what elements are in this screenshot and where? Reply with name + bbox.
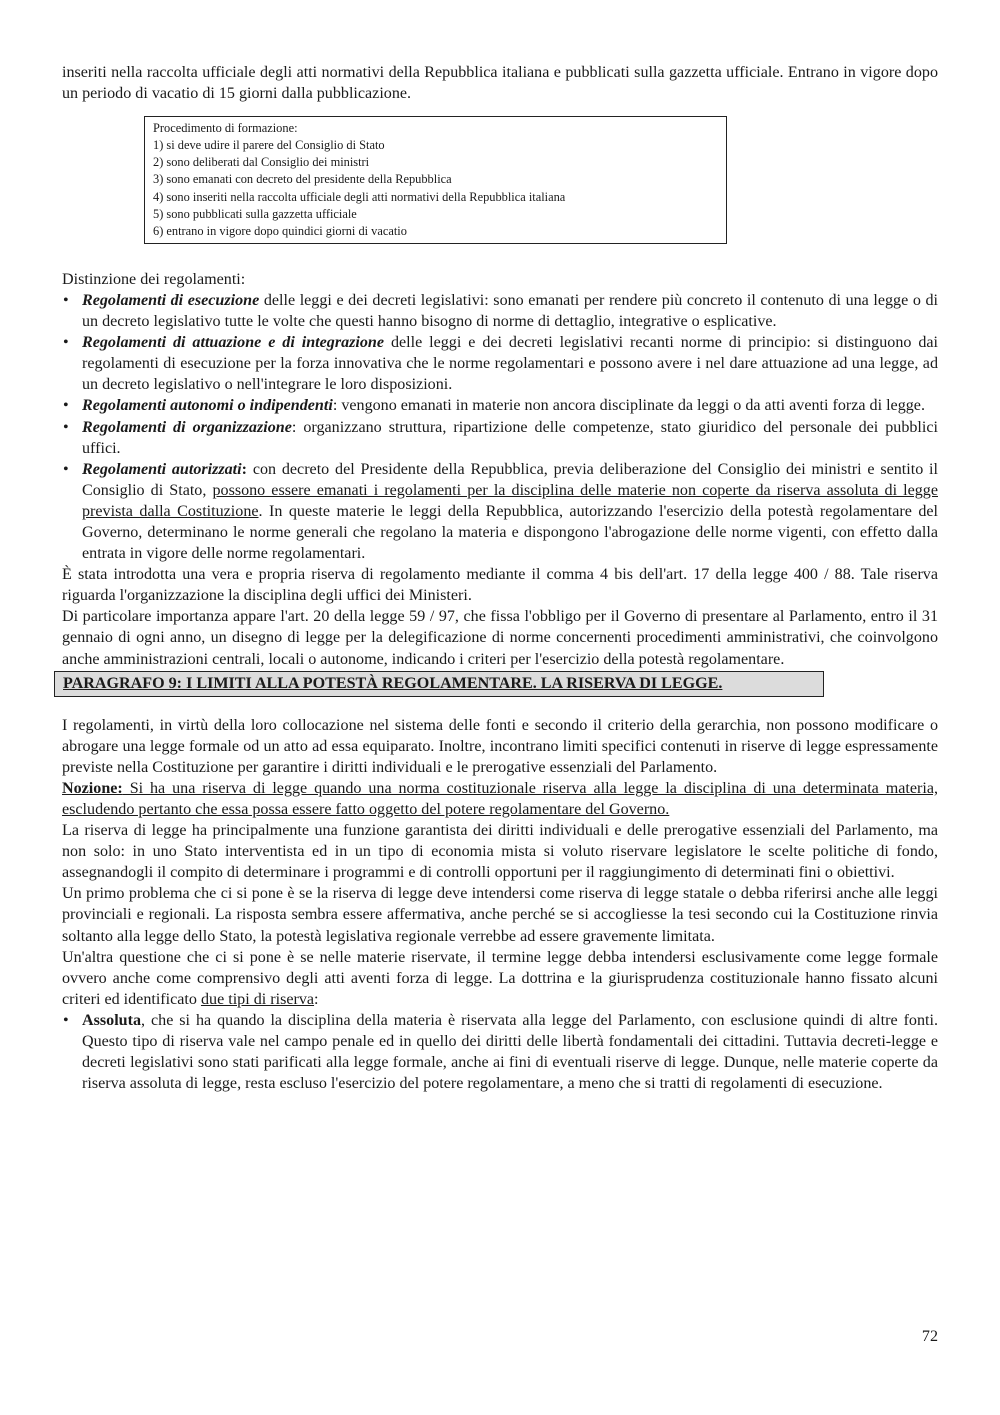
reserve-types-list: [62, 1010, 938, 1094]
question-text: Un'altra questione che ci si pone è se nelle materie riservate, il termine legge debba intendersi esclusivamente come legge formale ovvero anche come comprensivo degli atti aventi forza di legge. La dottrina e la giurisprudenza costituzionale hanno fissato alcuni criteri ed identificato: [62, 948, 938, 1008]
regulation-text: delle leggi e dei decreti legislativi: sono emanati per rendere più concreto il contenuto di una legge o di un decreto legislativo tutte le volte che questi hanno bisogno di norme di dettaglio, integrative o esplicative.: [82, 291, 938, 331]
procedure-step: 6) entrano in vigore dopo quindici giorni di vacatio: [153, 223, 407, 238]
regulation-term: Regolamenti di esecuzione: [82, 291, 260, 309]
regulation-text: : organizzano struttura, ripartizione delle competenze, stato giuridico del personale dei pubblici uffici.: [82, 418, 938, 457]
list-item: [62, 332, 938, 395]
distinction-title: Distinzione dei regolamenti:: [62, 270, 246, 288]
notion-paragraph: [62, 778, 938, 820]
regulation-term: Regolamenti di attuazione e di integrazione: [82, 334, 385, 352]
regulation-term: Regolamenti autorizzati: [82, 460, 242, 478]
procedure-step: 2) sono deliberati dal Consiglio dei ministri: [153, 155, 370, 170]
regulation-text: con decreto del Presidente della Repubblica, previa deliberazione del Consiglio dei ministri e sentito il Consiglio di Stato,: [82, 460, 938, 499]
list-item: [62, 395, 938, 416]
notion-label: Nozione:: [62, 779, 123, 797]
limits-paragraph: I regolamenti, in virtù della loro collocazione nel sistema delle fonti e secondo il criterio della gerarchia, non possono modificare o abrogare una legge formale od un atto ad essa equiparato. Inoltre, incontrano limiti specifici contenuti in riserve di legge espressamente previste nella Costituzione per garantire i diritti individuali e le prerogative essenziali del Parlamento.: [62, 716, 938, 776]
list-item: [62, 417, 938, 459]
regulation-colon: :: [241, 460, 247, 478]
section-heading-text: PARAGRAFO 9: I LIMITI ALLA POTESTÀ REGOLAMENTARE. LA RISERVA DI LEGGE.: [63, 674, 723, 692]
list-item: [62, 1010, 938, 1094]
problem-paragraph: Un primo problema che ci si pone è se la riserva di legge deve intendersi come riserva di legge statale o debba riferirsi anche alle leggi provinciali e regionali. La risposta sembra essere affermativa, anche perché se si accogliesse la tesi secondo cui la Costituzione rinvia soltanto alla legge dello Stato, la potestà legislativa regionale verrebbe ad essere gravemente limitata.: [62, 885, 938, 945]
art20-paragraph: Di particolare importanza appare l'art. 20 della legge 59 / 97, che fissa l'obbligo per il Governo di presentare al Parlamento, entro il 31 gennaio di ogni anno, un disegno di legge per la delegificazione di norme concernenti procedimenti amministrativi, che coinvolgono anche amministrazioni centrali, locali o autonome, indicando i criteri per l'esercizio della potestà regolamentare.: [62, 608, 938, 668]
question-colon: :: [314, 990, 319, 1008]
procedure-step: 5) sono pubblicati sulla gazzetta ufficiale: [153, 206, 357, 221]
regulation-underlined-text: possono essere emanati i regolamenti per la disciplina delle materie non coperte da riserva assoluta di legge prevista dalla Costituzione: [82, 481, 938, 520]
regulation-term: Regolamenti di organizzazione: [82, 418, 292, 436]
regulation-term: Regolamenti autonomi o indipendenti: [82, 397, 333, 415]
list-item: [62, 290, 938, 332]
document-page: [62, 62, 938, 1094]
list-item: [62, 459, 938, 564]
procedure-step: 3) sono emanati con decreto del presidente della Repubblica: [153, 172, 452, 187]
regulation-text: delle leggi e dei decreti legislativi recanti norme di principio: si distinguono dai regolamenti di esecuzione per la forza innovativa che le norme regolamentari e possono avere i nel dare attuazione ad una legge, ad un decreto legislativo o nell'integrare le loro disposizioni.: [82, 334, 938, 394]
notion-text: Si ha una riserva di legge quando una norma costituzionale riserva alla legge la disciplina di una determinata materia, escludendo pertanto che essa possa essere fatto oggetto del potere regolamentare del Governo.: [62, 779, 938, 818]
reserve-paragraph: È stata introdotta una vera e propria riserva di regolamento mediante il comma 4 bis dell'art. 17 della legge 400 / 88. Tale riserva riguarda l'organizzazione la disciplina degli uffici dei Ministeri.: [62, 566, 938, 605]
page-number: 72: [921, 1328, 938, 1345]
question-paragraph: [62, 947, 938, 1010]
function-paragraph: La riserva di legge ha principalmente una funzione garantista dei diritti individuali e delle prerogative essenziali del Parlamento, ma non solo: in uno Stato interventista ed in un tipo di economia mista si voluto riservare legislatore le scelte politiche di fondo, assegnandogli il compito di determinare i programmi e di controlli opportuni per il raggiungimento di determinati fini o obiettivi.: [62, 822, 938, 882]
reserve-type-term: Assoluta: [82, 1011, 142, 1029]
section-heading: [54, 671, 824, 697]
reserve-types-link-text: due tipi di riserva: [200, 990, 315, 1008]
procedure-title: Procedimento di formazione:: [153, 121, 298, 136]
procedure-step: 1) si deve udire il parere del Consiglio di Stato: [153, 138, 385, 153]
regulation-text: . In queste materie le leggi della Repubblica, autorizzando l'esercizio della potestà regolamentare del Governo, determinano le norme generali che regolano la materia e dispongono l'abrogazione delle norme vigenti, con effetto dalla entrata in vigore delle norme regolamentari.: [82, 502, 938, 563]
reserve-type-text: , che si ha quando la disciplina della materia è riservata alla legge del Parlamento, con esclusione quindi di altre fonti. Questo tipo di riserva vale nel campo penale ed in quello dei diritti delle libertà fondamentali dei cittadini. Tuttavia decreti-legge e decreti legislativi sono stati parificati alla legge formale, anche ai fini di eventuali riserve di legge. Dunque, nelle materie coperte da riserva assoluta di legge, resta escluso l'esercizio del potere regolamentare, a meno che si tratti di regolamenti di esecuzione.: [82, 1011, 938, 1093]
procedure-step: 4) sono inseriti nella raccolta ufficiale degli atti normativi della Repubblica italiana: [153, 189, 566, 204]
procedure-box: [144, 116, 727, 244]
regulation-text: : vengono emanati in materie non ancora disciplinate da leggi o da atti aventi forza di legge.: [332, 397, 925, 415]
regulations-list: [62, 290, 938, 564]
intro-paragraph: inseriti nella raccolta ufficiale degli atti normativi della Repubblica italiana e pubblicati sulla gazzetta ufficiale. Entrano in vigore dopo un periodo di vacatio di 15 giorni dalla pubblicazione.: [62, 64, 938, 103]
